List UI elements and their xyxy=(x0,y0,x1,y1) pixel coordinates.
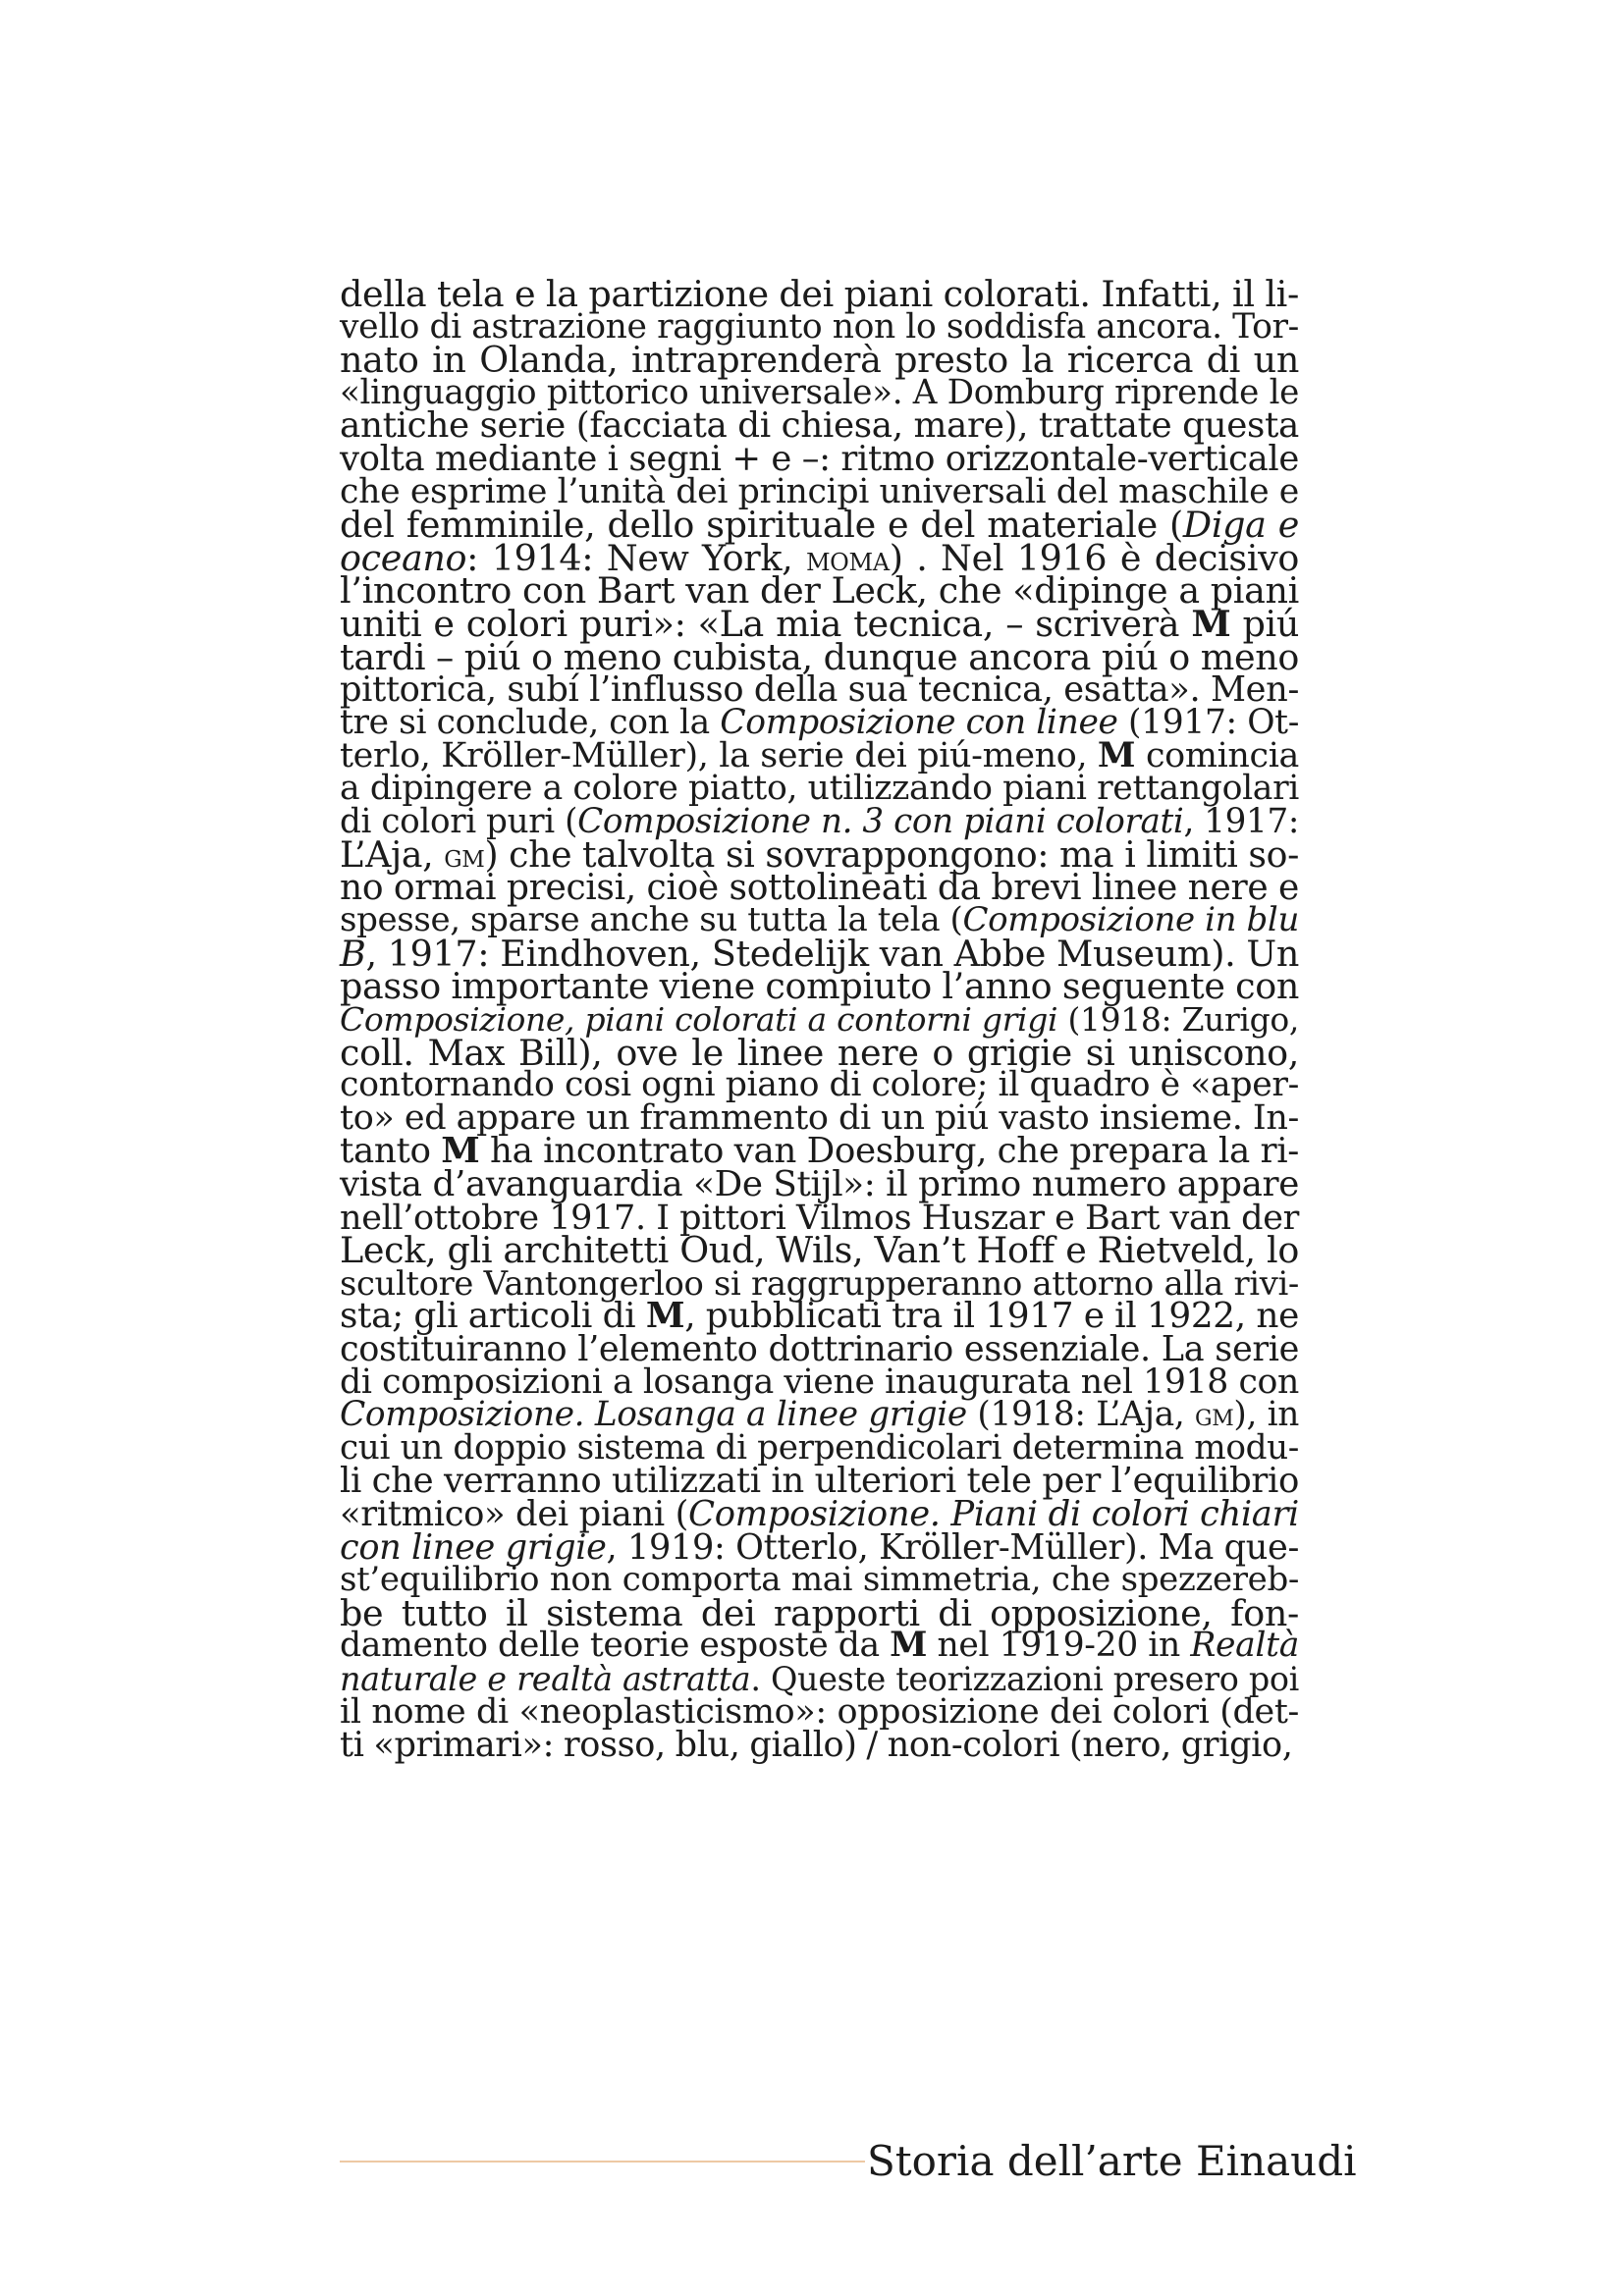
text-run: costituiranno l’elemento dottrinario essenziale. La serie xyxy=(340,1329,1299,1369)
text-run: : 1914: New York, xyxy=(466,536,806,579)
text-run: uniti e colori puri»: «La mia tecnica, – scriverà xyxy=(340,602,1192,645)
author-initial: M xyxy=(645,1295,685,1337)
text-run: coll. Max Bill), ove le linee nere o grigie si uniscono, xyxy=(340,1031,1299,1074)
italic-title: con linee grigie xyxy=(340,1526,607,1568)
text-run: (1918: L’Aja, xyxy=(966,1395,1195,1435)
author-initial: M xyxy=(890,1626,928,1666)
italic-title: oceano xyxy=(340,536,467,579)
text-run: Leck, gli architetti Oud, Wils, Van’t Hoff e Rietveld, lo xyxy=(340,1229,1299,1272)
text-run: no ormai precisi, cioè sottolineati da brevi linee nere e xyxy=(340,867,1299,908)
text-line xyxy=(340,1031,1299,1074)
text-line xyxy=(340,1526,1299,1568)
text-run: nel 1919-20 in xyxy=(927,1626,1191,1666)
text-run: nato in Olanda, intraprenderà presto la ricerca di un xyxy=(340,339,1299,382)
text-run: terlo, Kröller-Müller), la serie dei piú-meno, xyxy=(340,736,1098,776)
author-initial: M xyxy=(1097,735,1136,776)
text-run: (1917: Ot- xyxy=(1117,702,1300,742)
text-run: , pubblicati tra il 1917 e il 1922, ne xyxy=(684,1296,1299,1337)
text-line xyxy=(340,1130,1299,1172)
text-run: che esprime l’unità dei principi universali del maschile e xyxy=(340,471,1299,511)
text-run: il nome di «neoplasticismo»: opposizione dei colori (det- xyxy=(340,1691,1299,1732)
text-run: (1918: Zurigo, xyxy=(1057,1000,1300,1040)
text-run: del femminile, dello spirituale e del materiale ( xyxy=(340,504,1183,547)
text-line xyxy=(340,1164,1299,1205)
text-run: . Queste teorizzazioni presero poi xyxy=(750,1659,1299,1698)
text-run: «linguaggio pittorico universale». A Domburg riprende le xyxy=(340,372,1299,412)
text-line xyxy=(340,1295,1299,1337)
italic-title: Diga e xyxy=(1182,504,1299,547)
text-line xyxy=(340,635,1299,678)
text-run: li che verranno utilizzati in ulteriori tele per l’equilibrio xyxy=(340,1461,1299,1502)
text-run: «ritmico» dei piani ( xyxy=(340,1493,689,1534)
text-run: ) che talvolta si sovrappongono: ma i limiti so- xyxy=(484,833,1300,877)
text-run: ti «primari»: rosso, blu, giallo) / non-colori (nero, grigio, xyxy=(340,1725,1293,1766)
text-line xyxy=(340,1725,1299,1766)
text-line xyxy=(340,1229,1299,1272)
museum-abbrev: gm xyxy=(1195,1398,1234,1434)
text-line xyxy=(340,1395,1299,1435)
text-line xyxy=(340,702,1300,742)
italic-title: Composizione. Losanga a linee grigie xyxy=(340,1395,967,1435)
text-run: , 1919: Otterlo, Kröller-Müller). Ma que- xyxy=(606,1526,1299,1568)
text-run: ha incontrato van Doesburg, che prepara la ri- xyxy=(479,1131,1299,1172)
text-run: volta mediante i segni + e –: ritmo orizzontale-verticale xyxy=(340,438,1299,479)
italic-title: Realtà xyxy=(1190,1626,1299,1666)
text-run: to» ed appare un frammento di un piú vasto insieme. In- xyxy=(340,1097,1299,1138)
text-run: piú xyxy=(1230,602,1300,645)
text-run: tardi – piú o meno cubista, dunque ancora piú o meno xyxy=(340,635,1299,678)
text-line xyxy=(340,965,1299,1008)
text-line xyxy=(340,1691,1299,1732)
text-line xyxy=(340,735,1299,776)
italic-title: Composizione con linee xyxy=(720,702,1118,742)
text-line xyxy=(340,1427,1299,1468)
text-run: spesse, sparse anche su tutta la tela ( xyxy=(340,900,963,940)
body-text xyxy=(340,273,1300,1766)
text-run: scultore Vantongerloo si raggrupperanno attorno alla rivi- xyxy=(340,1263,1299,1303)
text-run: ) . Nel 1916 è decisivo xyxy=(889,536,1299,579)
text-run: cui un doppio sistema di perpendicolari determina modu- xyxy=(340,1427,1299,1468)
text-run: contornando cosi ogni piano di colore; il quadro è «aper- xyxy=(340,1065,1299,1105)
text-run: vista d’avanguardia «De Stijl»: il primo numero appare xyxy=(340,1164,1299,1205)
italic-title: B xyxy=(340,932,366,975)
text-run: L’Aja, xyxy=(340,833,445,877)
text-run: comincia xyxy=(1135,736,1299,776)
text-run: nell’ottobre 1917. I pittori Vilmos Huszar e Bart van der xyxy=(340,1197,1299,1238)
text-line xyxy=(340,1329,1299,1369)
italic-title: naturale e realtà astratta xyxy=(340,1659,751,1698)
text-line xyxy=(340,833,1300,877)
text-line xyxy=(340,405,1299,447)
museum-abbrev: moma xyxy=(805,539,890,578)
italic-title: Composizione. Piani di colori chiari xyxy=(688,1493,1300,1534)
text-run: be tutto il sistema dei rapporti di opposizione, fon- xyxy=(340,1591,1299,1634)
text-run: , 1917: xyxy=(1183,801,1299,841)
text-run: st’equilibrio non comporta mai simmetria, che spezzereb- xyxy=(340,1560,1299,1600)
text-line xyxy=(340,438,1299,479)
author-initial: M xyxy=(441,1130,480,1172)
text-run: vello di astrazione raggiunto non lo soddisfa ancora. Tor- xyxy=(340,306,1299,347)
text-line xyxy=(340,1461,1299,1502)
italic-title: Composizione, piani colorati a contorni grigi xyxy=(340,1000,1058,1040)
text-line xyxy=(340,669,1299,711)
text-line xyxy=(340,1659,1299,1698)
text-run: della tela e la partizione dei piani colorati. Infatti, il li- xyxy=(340,273,1299,315)
text-line xyxy=(340,1591,1299,1634)
italic-title: Composizione n. 3 con piani colorati xyxy=(577,801,1184,841)
text-line xyxy=(340,768,1299,808)
author-initial: M xyxy=(1191,602,1231,645)
footer-rule xyxy=(340,2161,865,2163)
footer-title: Storia dell’arte Einaudi xyxy=(867,2137,1357,2185)
text-run: a dipingere a colore piatto, utilizzando piani rettangolari xyxy=(340,768,1299,808)
text-run: di composizioni a losanga viene inaugurata nel 1918 con xyxy=(340,1362,1299,1402)
text-line xyxy=(340,273,1299,315)
text-line xyxy=(340,1493,1300,1534)
text-run: , 1917: Eindhoven, Stedelijk van Abbe Museum). Un xyxy=(365,932,1299,975)
text-run: ), in xyxy=(1233,1395,1299,1435)
text-run: tanto xyxy=(340,1131,442,1172)
text-run: sta; gli articoli di xyxy=(340,1296,646,1337)
text-line xyxy=(340,1626,1299,1666)
text-run: pittorica, subí l’influsso della sua tecnica, esatta». Men- xyxy=(340,669,1299,711)
text-run: tre si conclude, con la xyxy=(340,702,721,742)
text-run: di colori puri ( xyxy=(340,801,578,841)
text-line xyxy=(340,372,1299,412)
text-run: damento delle teorie esposte da xyxy=(340,1626,891,1666)
text-line xyxy=(340,867,1299,908)
museum-abbrev: gm xyxy=(444,836,485,876)
text-run: passo importante viene compiuto l’anno seguente con xyxy=(340,965,1299,1008)
text-run: l’incontro con Bart van der Leck, che «dipinge a piani xyxy=(340,569,1299,613)
text-line xyxy=(340,339,1299,382)
text-line xyxy=(340,1065,1299,1105)
text-line xyxy=(340,1362,1299,1402)
italic-title: Composizione in blu xyxy=(962,900,1299,940)
text-run: antiche serie (facciata di chiesa, mare), trattate questa xyxy=(340,405,1299,447)
